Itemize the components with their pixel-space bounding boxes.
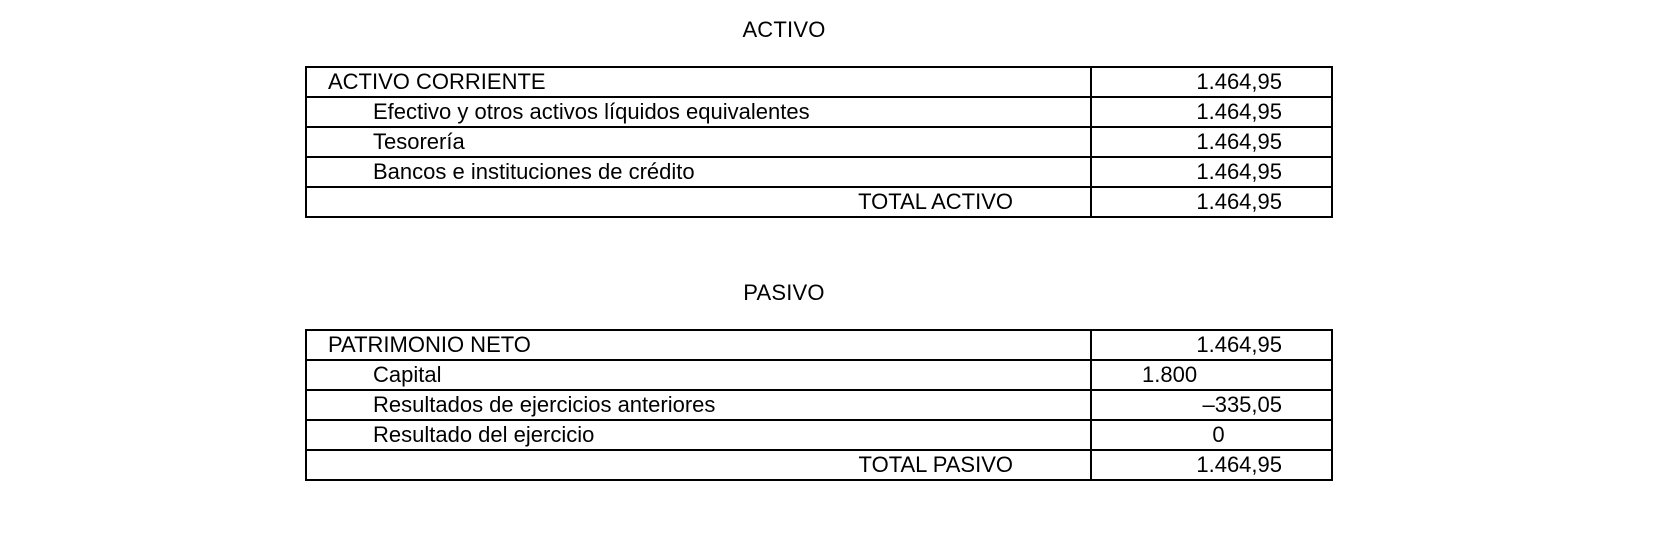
row-label: Capital: [306, 360, 1091, 390]
total-pasivo-label: TOTAL PASIVO: [306, 450, 1091, 480]
activo-table: [305, 66, 1333, 218]
row-label: Efectivo y otros activos líquidos equivalentes: [306, 97, 1091, 127]
activo-section-title: ACTIVO: [742, 17, 826, 42]
total-activo-value: 1.464,95: [1091, 187, 1332, 217]
row-label: Resultado del ejercicio: [306, 420, 1091, 450]
table-row: [306, 67, 1332, 97]
row-label: Tesorería: [306, 127, 1091, 157]
row-value: 1.464,95: [1091, 157, 1332, 187]
total-row: [306, 450, 1332, 480]
table-row: [306, 390, 1332, 420]
table-row: [306, 127, 1332, 157]
pasivo-table: [305, 329, 1333, 481]
total-row: [306, 187, 1332, 217]
row-value: 1.464,95: [1091, 67, 1332, 97]
table-row: [306, 330, 1332, 360]
row-label: Resultados de ejercicios anteriores: [306, 390, 1091, 420]
total-pasivo-value: 1.464,95: [1091, 450, 1332, 480]
total-activo-label: TOTAL ACTIVO: [306, 187, 1091, 217]
pasivo-section-title: PASIVO: [743, 280, 825, 305]
row-label: ACTIVO CORRIENTE: [306, 67, 1091, 97]
table-row: [306, 157, 1332, 187]
row-value: 0: [1091, 420, 1332, 450]
row-label: PATRIMONIO NETO: [306, 330, 1091, 360]
row-label: Bancos e instituciones de crédito: [306, 157, 1091, 187]
table-row: [306, 360, 1332, 390]
table-row: [306, 97, 1332, 127]
table-row: [306, 420, 1332, 450]
row-value: 1.800: [1091, 360, 1332, 390]
row-value: –335,05: [1091, 390, 1332, 420]
row-value: 1.464,95: [1091, 97, 1332, 127]
row-value: 1.464,95: [1091, 330, 1332, 360]
row-value: 1.464,95: [1091, 127, 1332, 157]
